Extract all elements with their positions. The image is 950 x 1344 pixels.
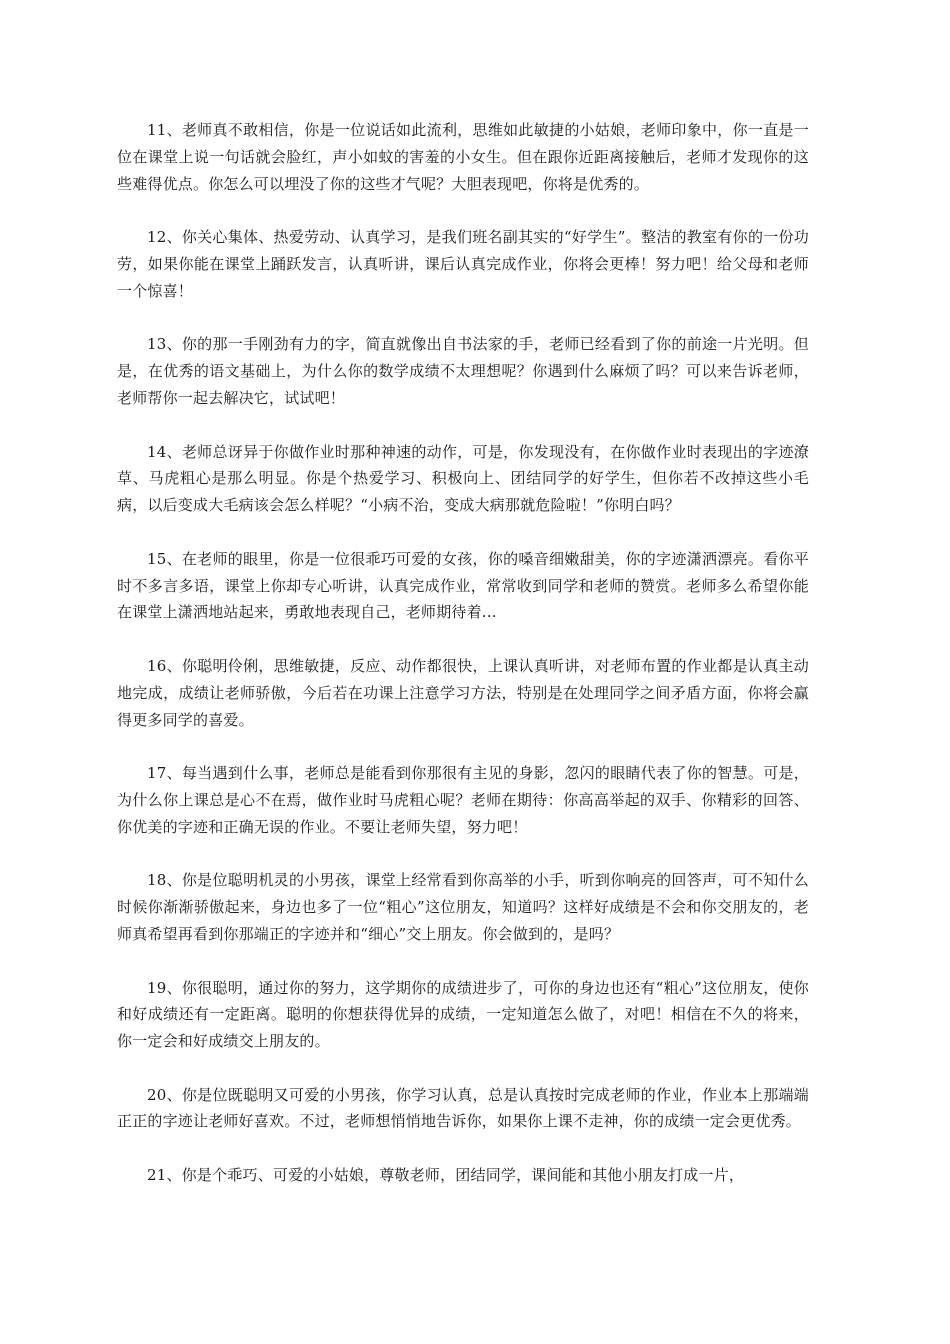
document-page	[117, 117, 809, 1216]
comment-paragraph-13: 13、你的那一手刚劲有力的字，简直就像出自书法家的手，老师已经看到了你的前途一片光明。但是，在优秀的语文基础上，为什么你的数学成绩不太理想呢？你遇到什么麻烦了吗？可以来告诉老师，老师帮你一起去解决它，试试吧！	[117, 335, 809, 407]
comment-paragraph-20: 20、你是位既聪明又可爱的小男孩，你学习认真，总是认真按时完成老师的作业，作业本上那端端正正的字迹让老师好喜欢。不过，老师想悄悄地告诉你，如果你上课不走神，你的成绩一定会更优秀。	[117, 1085, 809, 1131]
comment-paragraph-11: 11、老师真不敢相信，你是一位说话如此流利，思维如此敏捷的小姑娘，老师印象中，你一直是一位在课堂上说一句话就会脸红，声小如蚊的害羞的小女生。但在跟你近距离接触后，老师才发现你的这些难得优点。你怎么可以埋没了你的这些才气呢？大胆表现吧，你将是优秀的。	[117, 121, 809, 193]
comment-paragraph-19: 19、你很聪明，通过你的努力，这学期你的成绩进步了，可你的身边也还有“粗心”这位朋友，使你和好成绩还有一定距离。聪明的你想获得优异的成绩，一定知道怎么做了，对吧！相信在不久的将来，你一定会和好成绩交上朋友的。	[117, 978, 809, 1051]
comment-paragraph-18: 18、你是位聪明机灵的小男孩，课堂上经常看到你高举的小手，听到你响亮的回答声，可不知什么时候你渐渐骄傲起来，身边也多了一位“粗心”这位朋友，知道吗？这样好成绩是不会和你交朋友的，老师真希望再看到你那端正的字迹并和“细心”交上朋友。你会做到的，是吗？	[117, 871, 809, 943]
comment-paragraph-14: 14、老师总讶异于你做作业时那种神速的动作，可是，你发现没有，在你做作业时表现出的字迹潦草、马虎粗心是那么明显。你是个热爱学习、积极向上、团结同学的好学生，但你若不改掉这些小毛病，以后变成大毛病该会怎么样呢？“小病不治，变成大病那就危险啦！”你明白吗？	[117, 442, 809, 515]
comment-paragraph-16: 16、你聪明伶俐，思维敏捷，反应、动作都很快，上课认真听讲，对老师布置的作业都是认真主动地完成，成绩让老师骄傲，今后若在功课上注意学习方法，特别是在处理同学之间矛盾方面，你将会赢得更多同学的喜爱。	[117, 656, 809, 729]
comment-paragraph-21: 21、你是个乖巧、可爱的小姑娘，尊敬老师，团结同学，课间能和其他小朋友打成一片，	[147, 1166, 745, 1185]
comment-paragraph-12: 12、你关心集体、热爱劳动、认真学习，是我们班名副其实的“好学生”。整洁的教室有你的一份功劳，如果你能在课堂上踊跃发言，认真听讲，课后认真完成作业，你将会更棒！努力吧！给父母和老师一个惊喜！	[117, 228, 809, 300]
comment-paragraph-15: 15、在老师的眼里，你是一位很乖巧可爱的女孩，你的嗓音细嫩甜美，你的字迹潇洒漂亮。看你平时不多言多语，课堂上你却专心听讲，认真完成作业，常常收到同学和老师的赞赏。老师多么希望你能在课堂上潇洒地站起来，勇敢地表现自己，老师期待着...	[117, 549, 809, 622]
comment-paragraph-17: 17、每当遇到什么事，老师总是能看到你那很有主见的身影，忽闪的眼睛代表了你的智慧。可是，为什么你上课总是心不在焉，做作业时马虎粗心呢？老师在期待：你高高举起的双手、你精彩的回答、你优美的字迹和正确无误的作业。不要让老师失望，努力吧！	[117, 764, 809, 836]
